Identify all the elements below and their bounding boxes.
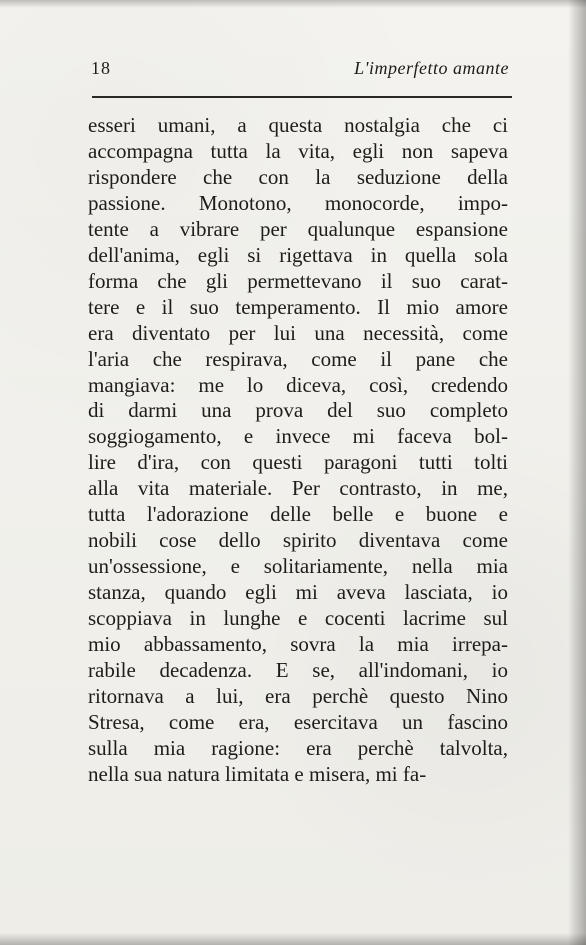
text-line: mangiava: me lo diceva, così, credendo [88, 372, 508, 397]
page-header [91, 58, 509, 86]
page-number: 18 [91, 58, 111, 78]
text-line: stanza, quando egli mi aveva lasciata, io [88, 580, 508, 605]
text-line: sulla mia ragione: era perchè talvolta, [88, 735, 508, 760]
text-line: dell'anima, egli si rigettava in quella sola [88, 242, 508, 267]
text-line: nella sua natura limitata e misera, mi fa- [88, 761, 427, 786]
text-line: Stresa, come era, esercitava un fascino [88, 709, 508, 734]
text-line: scoppiava in lunghe e cocenti lacrime sul [88, 606, 508, 631]
text-line: tere e il suo temperamento. Il mio amore [88, 294, 508, 319]
text-line: esseri umani, a questa nostalgia che ci [88, 113, 508, 137]
text-line: lire d'ira, con questi paragoni tutti tolti [88, 450, 508, 475]
text-line: di darmi una prova del suo completo [88, 398, 508, 423]
running-title: L'imperfetto amante [354, 58, 509, 78]
header-rule [92, 96, 512, 98]
text-line: un'ossessione, e solitariamente, nella mia [88, 554, 508, 579]
page-bottom-shadow [0, 933, 586, 945]
text-line: forma che gli permettevano il suo carat- [88, 268, 508, 293]
text-line: accompagna tutta la vita, egli non sapeva [88, 138, 508, 163]
text-line: nobili cose dello spirito diventava come [88, 528, 508, 553]
text-line: l'aria che respirava, come il pane che [88, 346, 508, 371]
text-line: soggiogamento, e invece mi faceva bol- [88, 424, 508, 449]
text-line: passione. Monotono, monocorde, impo- [88, 190, 508, 215]
text-line: rispondere che con la seduzione della [88, 164, 508, 189]
text-line: tutta l'adorazione delle belle e buone e [88, 502, 508, 527]
text-line: tente a vibrare per qualunque espansione [88, 216, 508, 241]
text-line: alla vita materiale. Per contrasto, in me, [88, 476, 508, 501]
text-line: rabile decadenza. E se, all'indomani, io [88, 658, 508, 683]
page-binding-shadow [568, 0, 586, 945]
text-line: mio abbassamento, sovra la mia irrepa- [88, 632, 508, 657]
text-line: era diventato per lui una necessità, come [88, 320, 508, 345]
text-line: ritornava a lui, era perchè questo Nino [88, 683, 508, 708]
page-top-shadow [0, 0, 586, 8]
body-text [88, 113, 508, 788]
